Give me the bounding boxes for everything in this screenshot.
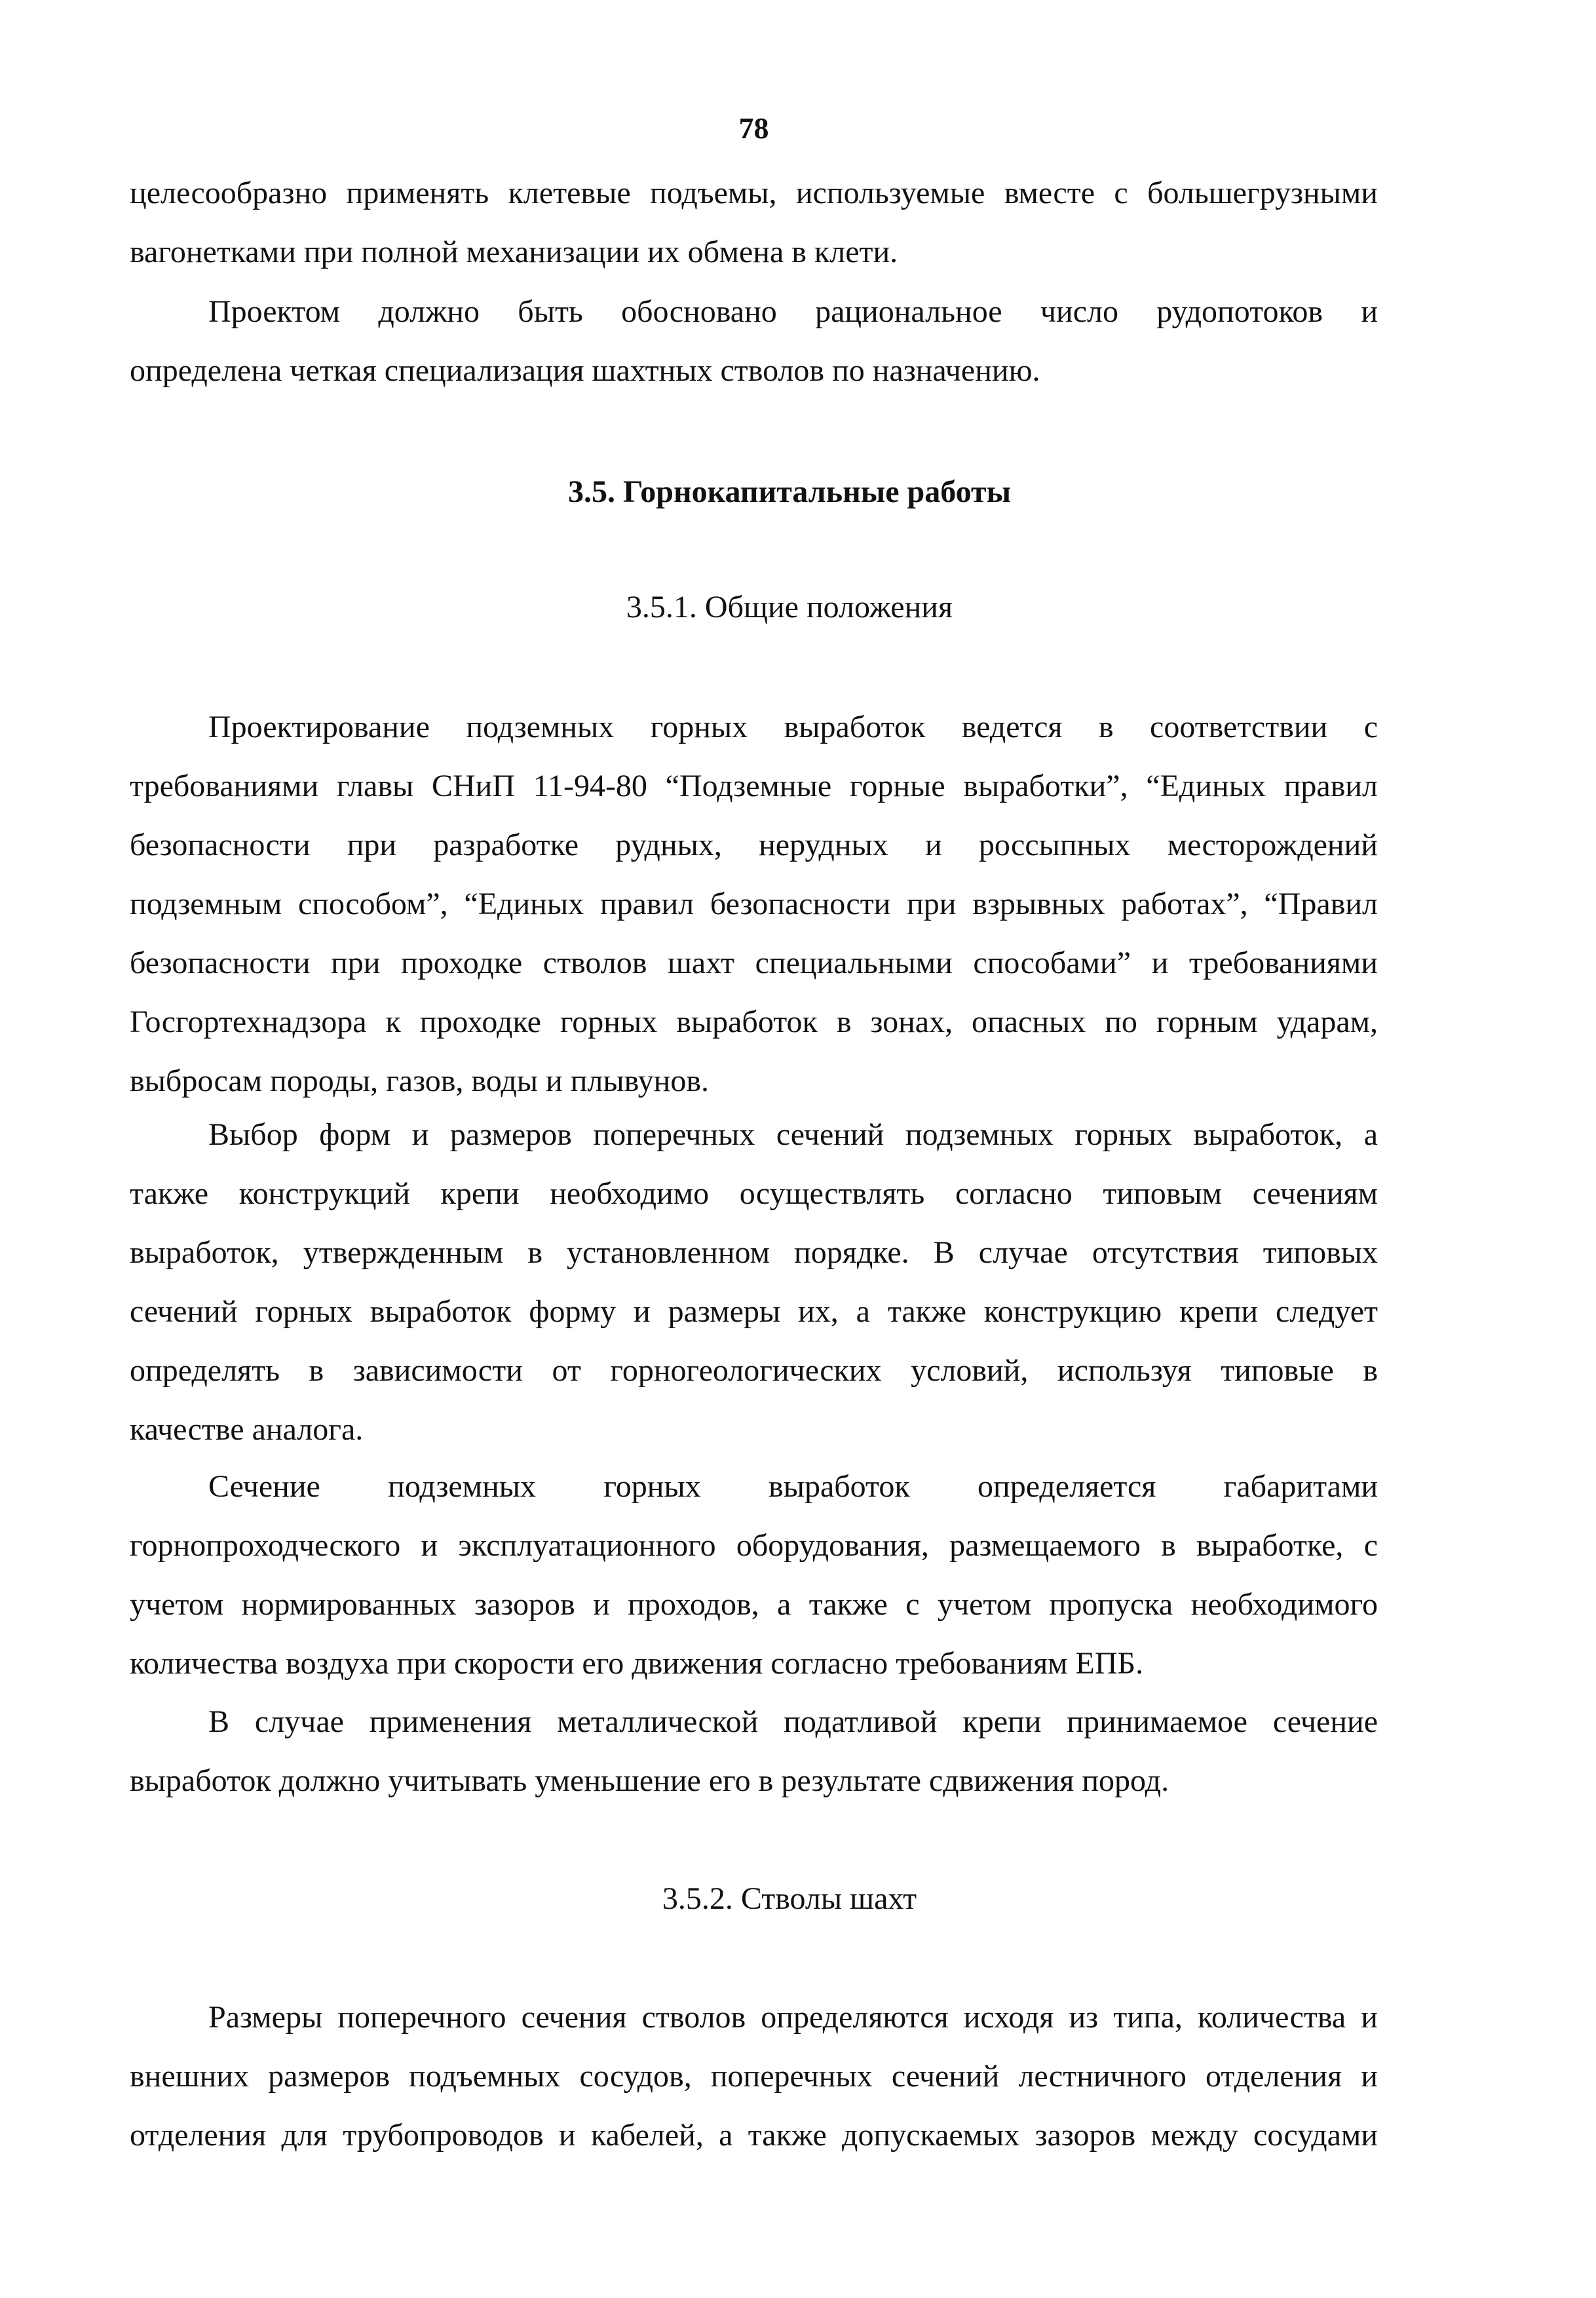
- text-line: также конструкций крепи необходимо осуществлять согласно типовым сечениям: [130, 1176, 1378, 1211]
- paragraph: [130, 1988, 1378, 2165]
- subsection-heading: 3.5.1. Общие положения: [626, 590, 953, 624]
- text-line: внешних размеров подъемных сосудов, поперечных сечений лестничного отделения и: [130, 2059, 1378, 2094]
- text-line: подземным способом”, “Единых правил безопасности при взрывных работах”, “Правил: [130, 887, 1378, 921]
- text-line: выбросам породы, газов, воды и плывунов.: [130, 1063, 709, 1098]
- text-line: В случае применения металлической податливой крепи принимаемое сечение: [208, 1704, 1378, 1739]
- text-line: целесообразно применять клетевые подъемы, используемые вместе с большегрузными: [130, 176, 1378, 210]
- text-line: выработок, утвержденным в установленном порядке. В случае отсутствия типовых: [130, 1235, 1378, 1270]
- text-line: сечений горных выработок форму и размеры их, а также конструкцию крепи следует: [130, 1294, 1378, 1329]
- section-heading: 3.5. Горнокапитальные работы: [567, 474, 1012, 509]
- paragraph: [130, 282, 1378, 400]
- paragraph: [130, 1693, 1378, 1810]
- paragraph: [130, 1457, 1378, 1693]
- text-line: Размеры поперечного сечения стволов определяются исходя из типа, количества и: [208, 2000, 1378, 2035]
- text-line: учетом нормированных зазоров и проходов, а также с учетом пропуска необходимого: [130, 1587, 1378, 1622]
- text-line: требованиями главы СНиП 11-94-80 “Подземные горные выработки”, “Единых правил: [130, 769, 1378, 803]
- text-line: Выбор форм и размеров поперечных сечений подземных горных выработок, а: [208, 1117, 1378, 1152]
- paragraph: [130, 698, 1378, 1111]
- text-line: Госгортехнадзора к проходке горных выработок в зонах, опасных по горным ударам,: [130, 1005, 1378, 1039]
- subsection-heading: 3.5.2. Стволы шахт: [662, 1881, 917, 1916]
- text-line: определять в зависимости от горногеологических условий, используя типовые в: [130, 1353, 1378, 1388]
- text-line: отделения для трубопроводов и кабелей, а также допускаемых зазоров между сосудами: [130, 2118, 1378, 2153]
- text-line: количества воздуха при скорости его движения согласно требованиям ЕПБ.: [130, 1646, 1144, 1681]
- text-line: Проектом должно быть обосновано рациональное число рудопотоков и: [208, 294, 1378, 329]
- text-line: горнопроходческого и эксплуатационного оборудования, размещаемого в выработке, с: [130, 1528, 1378, 1563]
- paragraph: [130, 164, 1378, 282]
- text-line: качестве аналога.: [130, 1412, 364, 1447]
- paragraph: [130, 1105, 1378, 1459]
- text-line: определена четкая специализация шахтных стволов по назначению.: [130, 353, 1040, 388]
- text-line: вагонетками при полной механизации их обмена в клети.: [130, 235, 898, 269]
- text-line: Сечение подземных горных выработок определяется габаритами: [208, 1469, 1378, 1504]
- page-number: 78: [738, 111, 769, 145]
- text-line: выработок должно учитывать уменьшение его в результате сдвижения пород.: [130, 1763, 1169, 1798]
- text-line: безопасности при разработке рудных, нерудных и россыпных месторождений: [130, 828, 1378, 862]
- text-line: Проектирование подземных горных выработок ведется в соответствии с: [208, 710, 1378, 744]
- text-line: безопасности при проходке стволов шахт специальными способами” и требованиями: [130, 946, 1378, 980]
